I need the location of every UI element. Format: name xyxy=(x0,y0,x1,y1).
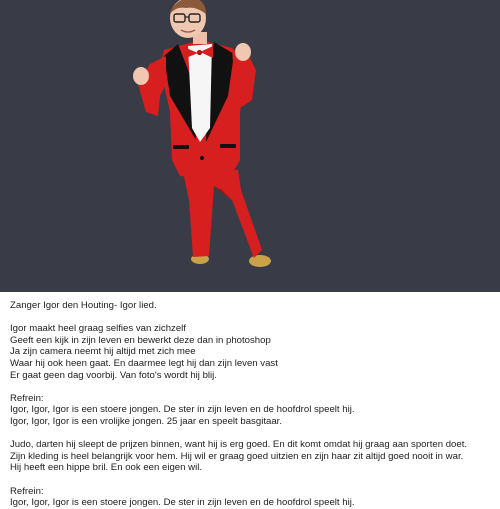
stanza-2 xyxy=(10,439,496,474)
refrain-label: Refrein: xyxy=(10,392,44,404)
refrain-2 xyxy=(10,486,496,509)
lyric-line: Geeft een kijk in zijn leven en bewerkt deze dan in photoshop xyxy=(10,334,271,346)
lyric-line: Igor, Igor, Igor is een vrolijke jongen. 25 jaar en speelt basgitaar. xyxy=(10,415,282,427)
lyric-line: Igor, Igor, Igor is een stoere jongen. De ster in zijn leven en de hoofdrol speelt hij. xyxy=(10,497,355,509)
lyric-line: Igor, Igor, Igor is een stoere jongen. De ster in zijn leven en de hoofdrol speelt hij. xyxy=(10,404,355,416)
lyrics-text xyxy=(10,300,496,509)
lyric-line: Ja zijn camera neemt hij altijd met zich mee xyxy=(10,346,196,358)
lyric-line: Judo, darten hij sleept de prijzen binnen, want hij is erg goed. En dit komt omdat hij graag aan sporten doet. xyxy=(10,439,468,451)
lyric-line: Hij heeft een hippe bril. En ook een eigen wil. xyxy=(10,462,202,474)
stanza-1 xyxy=(10,323,496,381)
refrain-label: Refrein: xyxy=(10,485,44,497)
refrain-1 xyxy=(10,393,496,428)
lyric-line: Er gaat geen dag voorbij. Van foto's wordt hij blij. xyxy=(10,369,217,381)
lyric-line: Waar hij ook heen gaat. En daarmee legt hij dan zijn leven vast xyxy=(10,357,278,369)
lyric-line: Igor maakt heel graag selfies van zichzelf xyxy=(10,323,186,335)
lyric-line: Zijn kleding is heel belangrijk voor hem. Hij wil er graag goed uitzien en zijn haar zit altijd goed nooit in war. xyxy=(10,450,464,462)
song-title: Zanger Igor den Houting- Igor lied. xyxy=(10,300,157,311)
